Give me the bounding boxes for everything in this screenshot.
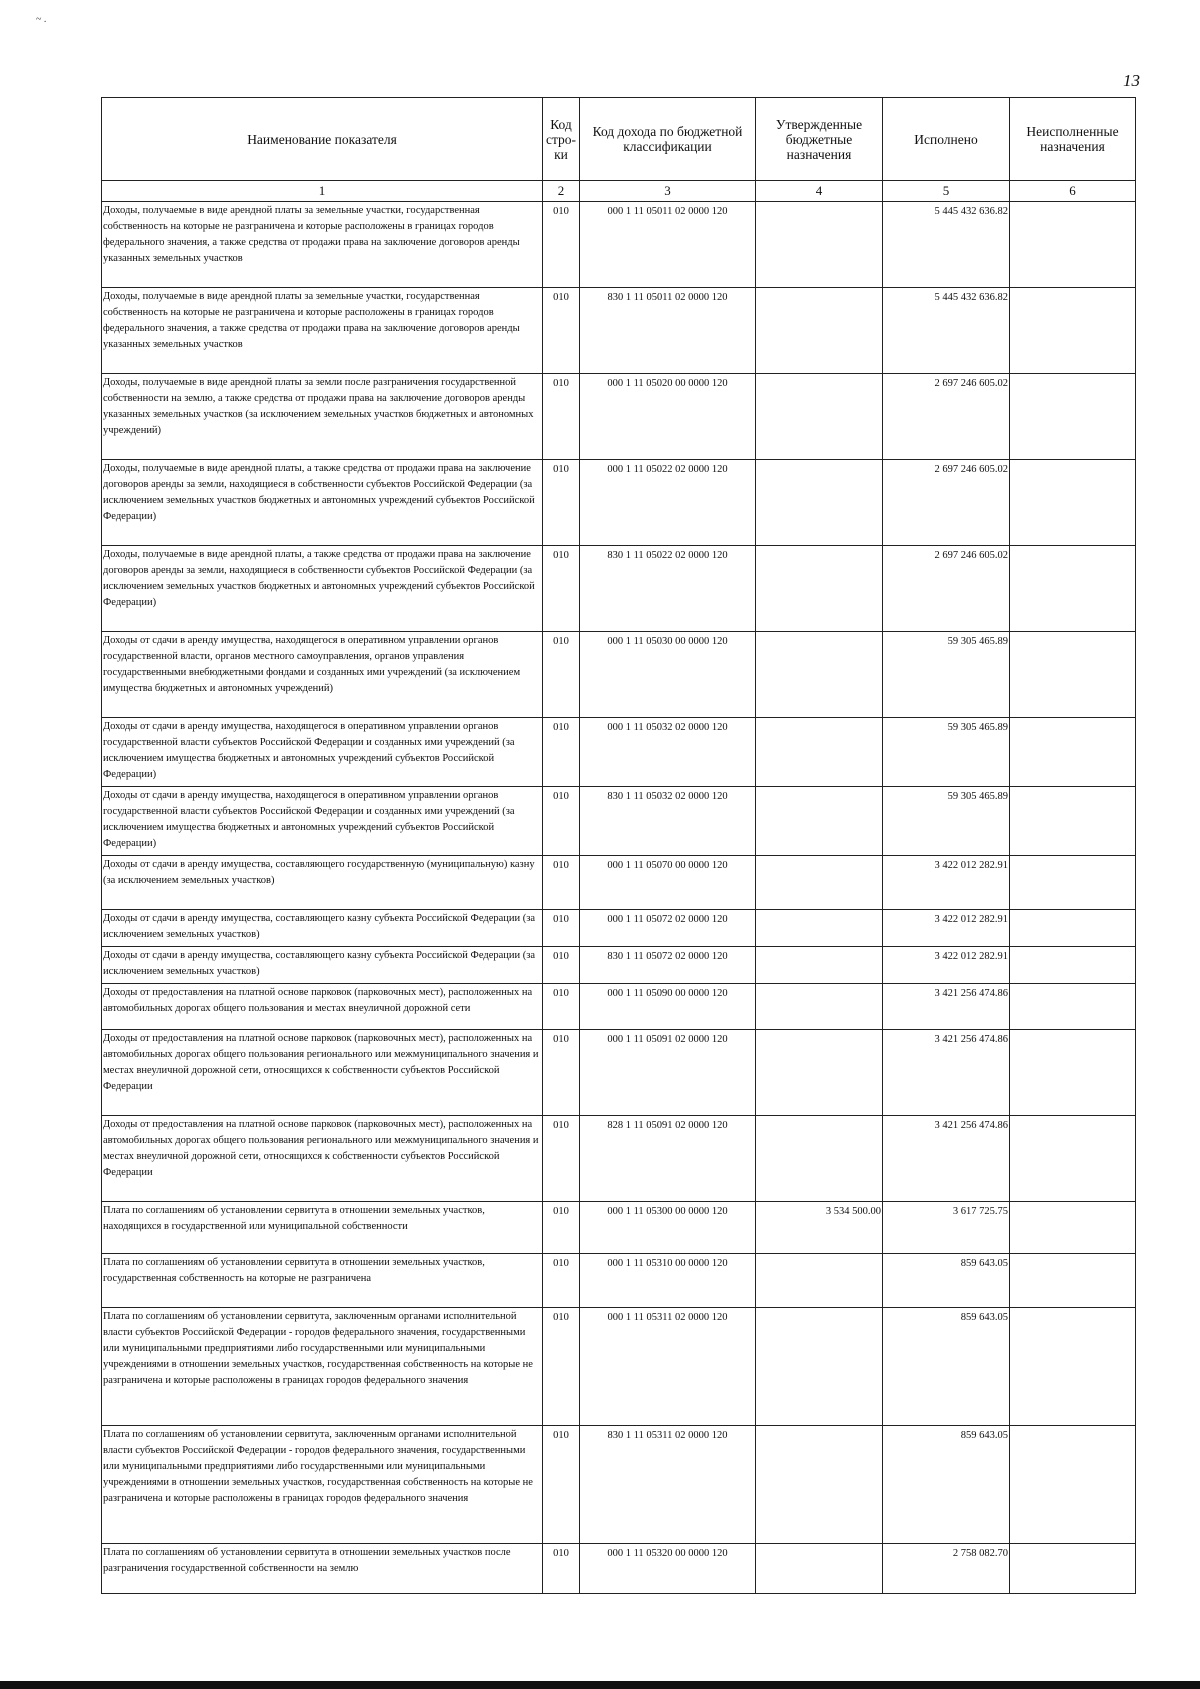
revenue-code-cell: 000 1 11 05032 02 0000 120: [580, 718, 756, 787]
table-row: [102, 1426, 1136, 1544]
table-row: [102, 1544, 1136, 1594]
remaining-cell: [1010, 1116, 1136, 1202]
approved-cell: [756, 546, 883, 632]
executed-cell: 3 422 012 282.91: [883, 910, 1010, 947]
revenue-code-cell: 000 1 11 05011 02 0000 120: [580, 202, 756, 288]
line-code-cell: 010: [543, 1544, 580, 1594]
approved-cell: [756, 947, 883, 984]
remaining-cell: [1010, 718, 1136, 787]
indicator-name-cell: Плата по соглашениям об установлении сервитута в отношении земельных участков, государственная собственность на которые не разграничена: [102, 1254, 543, 1308]
executed-cell: 2 697 246 605.02: [883, 374, 1010, 460]
remaining-cell: [1010, 910, 1136, 947]
indicator-name-cell: Доходы от предоставления на платной основе парковок (парковочных мест), расположенных на автомобильных дорогах общего пользования регионального или межмуниципального значения и местах внеуличной дорожной сети, относящихся к собственности субъектов Российской Федерации: [102, 1116, 543, 1202]
executed-cell: 859 643.05: [883, 1426, 1010, 1544]
executed-cell: 2 697 246 605.02: [883, 460, 1010, 546]
executed-cell: 3 421 256 474.86: [883, 1116, 1010, 1202]
header-row: [102, 98, 1136, 181]
page-number: 13: [1123, 71, 1140, 90]
line-code-cell: 010: [543, 947, 580, 984]
header-executed: Исполнено: [883, 98, 1010, 181]
table-row: [102, 374, 1136, 460]
revenue-code-cell: 000 1 11 05320 00 0000 120: [580, 1544, 756, 1594]
executed-cell: 3 422 012 282.91: [883, 947, 1010, 984]
executed-cell: 59 305 465.89: [883, 787, 1010, 856]
line-code-cell: 010: [543, 1116, 580, 1202]
remaining-cell: [1010, 1254, 1136, 1308]
indicator-name-cell: Доходы, получаемые в виде арендной платы, а также средства от продажи права на заключение договоров аренды за земли, находящиеся в собственности субъектов Российской Федерации (за исключением земельных участков бюджетных и автономных учреждений субъектов Российской Федерации): [102, 546, 543, 632]
table-row: [102, 787, 1136, 856]
header-line-code: Код стро-ки: [543, 98, 580, 181]
approved-cell: [756, 202, 883, 288]
indicator-name-cell: Доходы от предоставления на платной основе парковок (парковочных мест), расположенных на автомобильных дорогах общего пользования регионального или межмуниципального значения и местах внеуличной дорожной сети, относящихся к собственности субъектов Российской Федерации: [102, 1030, 543, 1116]
revenue-code-cell: 000 1 11 05090 00 0000 120: [580, 984, 756, 1030]
table-row: [102, 1202, 1136, 1254]
table-row: [102, 856, 1136, 910]
header-remaining: Неисполненные назначения: [1010, 98, 1136, 181]
indicator-name-cell: Доходы от сдачи в аренду имущества, составляющего казну субъекта Российской Федерации (за исключением земельных участков): [102, 910, 543, 947]
executed-cell: 2 697 246 605.02: [883, 546, 1010, 632]
line-code-cell: 010: [543, 1030, 580, 1116]
table-row: [102, 1116, 1136, 1202]
header-revenue-code: Код дохода по бюджетной классификации: [580, 98, 756, 181]
approved-cell: [756, 984, 883, 1030]
executed-cell: 5 445 432 636.82: [883, 288, 1010, 374]
indicator-name-cell: Доходы от сдачи в аренду имущества, находящегося в оперативном управлении органов государственной власти субъектов Российской Федерации и созданных ими учреждений (за исключением имущества бюджетных и автономных учреждений субъектов Российской Федерации): [102, 718, 543, 787]
indicator-name-cell: Плата по соглашениям об установлении сервитута, заключенным органами исполнительной власти субъектов Российской Федерации - городов федерального значения, государственными или муниципальными предприятиями либо государственными или муниципальными учреждениями в отношении земельных участков, государственная собственность на которые не разграничена и которые расположены в границах городов федерального значения: [102, 1426, 543, 1544]
approved-cell: [756, 1426, 883, 1544]
executed-cell: 3 617 725.75: [883, 1202, 1010, 1254]
revenue-code-cell: 830 1 11 05011 02 0000 120: [580, 288, 756, 374]
executed-cell: 3 421 256 474.86: [883, 984, 1010, 1030]
revenue-code-cell: 000 1 11 05091 02 0000 120: [580, 1030, 756, 1116]
indicator-name-cell: Доходы от сдачи в аренду имущества, находящегося в оперативном управлении органов государственной власти, органов местного самоуправления, органов управления государственными внебюджетными фондами и созданных ими учреждений (за исключением имущества бюджетных и автономных учреждений): [102, 632, 543, 718]
table-row: [102, 718, 1136, 787]
table-row: [102, 1030, 1136, 1116]
line-code-cell: 010: [543, 546, 580, 632]
approved-cell: [756, 1544, 883, 1594]
indicator-name-cell: Доходы от предоставления на платной основе парковок (парковочных мест), расположенных на автомобильных дорогах общего пользования и местах внеуличной дорожной сети: [102, 984, 543, 1030]
executed-cell: 59 305 465.89: [883, 718, 1010, 787]
indicator-name-cell: Доходы, получаемые в виде арендной платы за земельные участки, государственная собственность на которые не разграничена и которые расположены в границах городов федерального значения, а также средства от продажи права на заключение договоров аренды указанных земельных участков: [102, 202, 543, 288]
approved-cell: [756, 1254, 883, 1308]
table-row: [102, 202, 1136, 288]
revenue-code-cell: 000 1 11 05300 00 0000 120: [580, 1202, 756, 1254]
revenue-code-cell: 830 1 11 05032 02 0000 120: [580, 787, 756, 856]
revenue-code-cell: 830 1 11 05022 02 0000 120: [580, 546, 756, 632]
table-row: [102, 1254, 1136, 1308]
approved-cell: [756, 288, 883, 374]
revenue-code-cell: 828 1 11 05091 02 0000 120: [580, 1116, 756, 1202]
remaining-cell: [1010, 546, 1136, 632]
approved-cell: [756, 787, 883, 856]
remaining-cell: [1010, 632, 1136, 718]
remaining-cell: [1010, 1426, 1136, 1544]
remaining-cell: [1010, 1308, 1136, 1426]
table-row: [102, 288, 1136, 374]
column-number: 1: [102, 181, 543, 202]
line-code-cell: 010: [543, 202, 580, 288]
revenue-code-cell: 000 1 11 05072 02 0000 120: [580, 910, 756, 947]
line-code-cell: 010: [543, 856, 580, 910]
approved-cell: [756, 856, 883, 910]
column-numbers-row: [102, 181, 1136, 202]
column-number: 3: [580, 181, 756, 202]
line-code-cell: 010: [543, 1426, 580, 1544]
indicator-name-cell: Плата по соглашениям об установлении сервитута, заключенным органами исполнительной власти субъектов Российской Федерации - городов федерального значения, государственными или муниципальными предприятиями либо государственными или муниципальными учреждениями в отношении земельных участков, государственная собственность на которые не разграничена и которые расположены в границах городов федерального значения: [102, 1308, 543, 1426]
column-number: 4: [756, 181, 883, 202]
table-row: [102, 910, 1136, 947]
corner-mark: ~ .: [36, 14, 47, 25]
remaining-cell: [1010, 1202, 1136, 1254]
approved-cell: [756, 1116, 883, 1202]
indicator-name-cell: Плата по соглашениям об установлении сервитута в отношении земельных участков после разграничения государственной собственности на землю: [102, 1544, 543, 1594]
column-number: 5: [883, 181, 1010, 202]
approved-cell: [756, 1030, 883, 1116]
line-code-cell: 010: [543, 460, 580, 546]
remaining-cell: [1010, 374, 1136, 460]
indicator-name-cell: Доходы от сдачи в аренду имущества, составляющего казну субъекта Российской Федерации (за исключением земельных участков): [102, 947, 543, 984]
revenue-code-cell: 000 1 11 05311 02 0000 120: [580, 1308, 756, 1426]
executed-cell: 859 643.05: [883, 1308, 1010, 1426]
line-code-cell: 010: [543, 787, 580, 856]
approved-cell: [756, 374, 883, 460]
executed-cell: 3 421 256 474.86: [883, 1030, 1010, 1116]
line-code-cell: 010: [543, 1254, 580, 1308]
column-number: 6: [1010, 181, 1136, 202]
revenue-report-table: [101, 97, 1136, 1594]
indicator-name-cell: Доходы, получаемые в виде арендной платы за земли после разграничения государственной собственности на землю, а также средства от продажи права на заключение договоров аренды указанных земельных участков (за исключением земельных участков бюджетных и автономных учреждений): [102, 374, 543, 460]
remaining-cell: [1010, 984, 1136, 1030]
revenue-code-cell: 000 1 11 05070 00 0000 120: [580, 856, 756, 910]
table-row: [102, 947, 1136, 984]
table-row: [102, 632, 1136, 718]
remaining-cell: [1010, 1544, 1136, 1594]
line-code-cell: 010: [543, 1202, 580, 1254]
table-row: [102, 546, 1136, 632]
executed-cell: 2 758 082.70: [883, 1544, 1010, 1594]
executed-cell: 5 445 432 636.82: [883, 202, 1010, 288]
line-code-cell: 010: [543, 632, 580, 718]
table-body: [102, 202, 1136, 1594]
line-code-cell: 010: [543, 718, 580, 787]
approved-cell: [756, 1308, 883, 1426]
indicator-name-cell: Доходы, получаемые в виде арендной платы за земельные участки, государственная собственность на которые не разграничена и которые расположены в границах городов федерального значения, а также средства от продажи права на заключение договоров аренды указанных земельных участков: [102, 288, 543, 374]
remaining-cell: [1010, 856, 1136, 910]
approved-cell: [756, 910, 883, 947]
approved-cell: [756, 718, 883, 787]
indicator-name-cell: Доходы, получаемые в виде арендной платы, а также средства от продажи права на заключение договоров аренды за земли, находящиеся в собственности субъектов Российской Федерации (за исключением земельных участков бюджетных и автономных учреждений субъектов Российской Федерации): [102, 460, 543, 546]
revenue-code-cell: 000 1 11 05030 00 0000 120: [580, 632, 756, 718]
executed-cell: 859 643.05: [883, 1254, 1010, 1308]
executed-cell: 3 422 012 282.91: [883, 856, 1010, 910]
remaining-cell: [1010, 288, 1136, 374]
approved-cell: [756, 632, 883, 718]
revenue-code-cell: 000 1 11 05020 00 0000 120: [580, 374, 756, 460]
column-number: 2: [543, 181, 580, 202]
table-row: [102, 984, 1136, 1030]
line-code-cell: 010: [543, 984, 580, 1030]
table-row: [102, 460, 1136, 546]
revenue-code-cell: 000 1 11 05310 00 0000 120: [580, 1254, 756, 1308]
scan-bottom-edge: [0, 1681, 1200, 1689]
remaining-cell: [1010, 202, 1136, 288]
approved-cell: 3 534 500.00: [756, 1202, 883, 1254]
revenue-code-cell: 830 1 11 05311 02 0000 120: [580, 1426, 756, 1544]
indicator-name-cell: Плата по соглашениям об установлении сервитута в отношении земельных участков, находящихся в государственной или муниципальной собственности: [102, 1202, 543, 1254]
executed-cell: 59 305 465.89: [883, 632, 1010, 718]
indicator-name-cell: Доходы от сдачи в аренду имущества, составляющего государственную (муниципальную) казну (за исключением земельных участков): [102, 856, 543, 910]
revenue-code-cell: 000 1 11 05022 02 0000 120: [580, 460, 756, 546]
remaining-cell: [1010, 947, 1136, 984]
line-code-cell: 010: [543, 374, 580, 460]
indicator-name-cell: Доходы от сдачи в аренду имущества, находящегося в оперативном управлении органов государственной власти субъектов Российской Федерации и созданных ими учреждений (за исключением имущества бюджетных и автономных учреждений субъектов Российской Федерации): [102, 787, 543, 856]
approved-cell: [756, 460, 883, 546]
header-approved: Утвержденные бюджетные назначения: [756, 98, 883, 181]
line-code-cell: 010: [543, 910, 580, 947]
revenue-code-cell: 830 1 11 05072 02 0000 120: [580, 947, 756, 984]
table-row: [102, 1308, 1136, 1426]
remaining-cell: [1010, 787, 1136, 856]
line-code-cell: 010: [543, 288, 580, 374]
remaining-cell: [1010, 1030, 1136, 1116]
remaining-cell: [1010, 460, 1136, 546]
line-code-cell: 010: [543, 1308, 580, 1426]
header-indicator-name: Наименование показателя: [102, 98, 543, 181]
